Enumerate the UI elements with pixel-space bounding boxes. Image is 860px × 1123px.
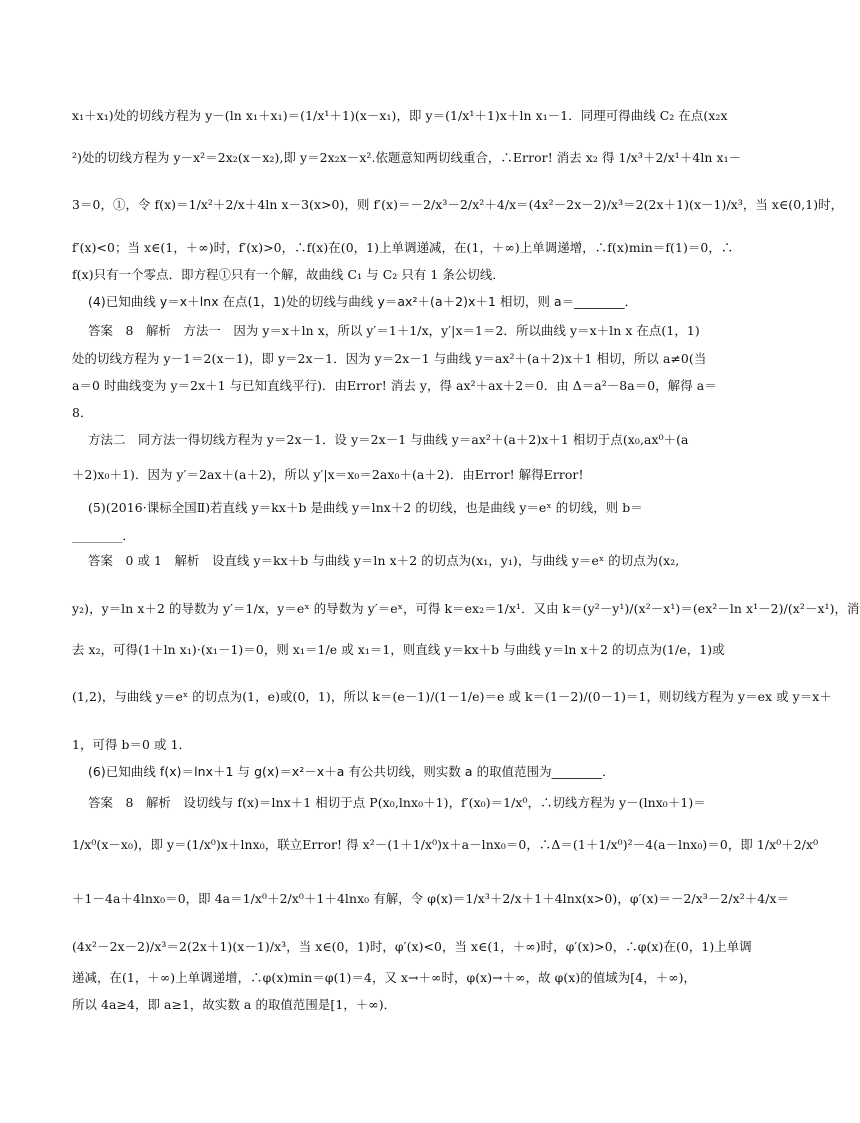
answer-text-line: 8． (72, 405, 93, 420)
answer-text-line: ＋2)x₀＋1)．因为 y′＝2ax＋(a＋2)，所以 y′|x＝x₀＝2ax₀＋(a＋2)．由Error! 解得Error! (72, 467, 584, 482)
answer-text-line: 1/x⁰(x－x₀)，即 y＝(1/x⁰)x＋lnx₀，联立Error! 得 x²－(1＋1/x⁰)x＋a－lnx₀＝0，∴Δ＝(1＋1/x⁰)²－4(a－lnx₀)＝0，即 1/x⁰＋2/x⁰ (72, 837, 819, 852)
question-text: (4)已知曲线 y＝x＋lnx 在点(1，1)处的切线与曲线 y＝ax²＋(a＋2)x＋1 相切，则 a＝________． (88, 294, 638, 309)
answer-text-line: ＋1－4a＋4lnx₀＝0，即 4a＝1/x⁰＋2/x⁰＋1＋4lnx₀ 有解，令 φ(x)＝1/x³＋2/x＋1＋4lnx(x>0)，φ′(x)＝－2/x³－2/x²＋4/x＝ (72, 891, 790, 906)
answer-text-line: (1,2)，与曲线 y＝eˣ 的切点为(1，e)或(0，1)，所以 k＝(e－1)/(1－1/e)＝e 或 k＝(1－2)/(0－1)＝1，则切线方程为 y＝ex 或 y＝x＋ (72, 689, 832, 704)
answer-text-line: 1，可得 b＝0 或 1． (72, 737, 192, 752)
answer-text-line: a＝0 时曲线变为 y＝2x＋1 与已知直线平行)．由Error! 消去 y，得 ax²＋ax＋2＝0．由 Δ＝a²－8a＝0，解得 a＝ (72, 378, 717, 393)
solution-text-line: ²)处的切线方程为 y－x²＝2x₂(x－x₂),即 y＝2x₂x－x².依题意知两切线重合，∴Error! 消去 x₂ 得 1/x³＋2/x¹＋4ln x₁－ (72, 150, 742, 165)
answer-text-line: 处的切线方程为 y－1＝2(x－1)，即 y＝2x－1．因为 y＝2x－1 与曲线 y＝ax²＋(a＋2)x＋1 相切，所以 a≠0(当 (72, 351, 707, 366)
solution-text-line: f′(x)<0；当 x∈(1，＋∞)时，f′(x)>0，∴f(x)在(0，1)上单调递减，在(1，＋∞)上单调递增，∴f(x)min＝f(1)＝0，∴ (72, 240, 734, 255)
answer-text-line: 去 x₂，可得(1＋ln x₁)·(x₁－1)＝0，则 x₁＝1/e 或 x₁＝1，则直线 y＝kx＋b 与曲线 y＝ln x＋2 的切点为(1/e，1)或 (72, 642, 725, 657)
answer-text-line: 递减，在(1，＋∞)上单调递增，∴φ(x)min＝φ(1)＝4，又 x→＋∞时，φ(x)→＋∞，故 φ(x)的值域为[4，＋∞)， (72, 970, 697, 985)
solution-text-line: x₁＋x₁)处的切线方程为 y－(ln x₁＋x₁)＝(1/x¹＋1)(x－x₁)，即 y＝(1/x¹＋1)x＋ln x₁－1．同理可得曲线 C₂ 在点(x₂x (72, 108, 728, 123)
solution-text-line: f(x)只有一个零点．即方程①只有一个解，故曲线 C₁ 与 C₂ 只有 1 条公切线． (72, 267, 505, 282)
answer-text-line: (4x²－2x－2)/x³＝2(2x＋1)(x－1)/x³，当 x∈(0，1)时，φ′(x)<0，当 x∈(1，＋∞)时，φ′(x)>0，∴φ(x)在(0，1)上单调 (72, 939, 752, 954)
question-text: (6)已知曲线 f(x)＝lnx＋1 与 g(x)＝x²－x＋a 有公共切线，则实数 a 的取值范围为________． (88, 764, 615, 779)
question-text: (5)(2016·课标全国Ⅱ)若直线 y＝kx＋b 是曲线 y＝lnx＋2 的切线，也是曲线 y＝eˣ 的切线，则 b＝ (88, 500, 643, 515)
answer-text-line: 答案 0 或 1 解析 设直线 y＝kx＋b 与曲线 y＝ln x＋2 的切点为(x₁，y₁)，与曲线 y＝eˣ 的切点为(x₂, (88, 553, 680, 568)
answer-text-line: 答案 8 解析 设切线与 f(x)＝lnx＋1 相切于点 P(x₀,lnx₀＋1)，f′(x₀)＝1/x⁰，∴切线方程为 y－(lnx₀＋1)＝ (88, 795, 706, 810)
answer-text-line: 方法二 同方法一得切线方程为 y＝2x－1．设 y＝2x－1 与曲线 y＝ax²＋(a＋2)x＋1 相切于点(x₀,ax⁰＋(a (88, 432, 689, 447)
solution-text-line: 3＝0，①，令 f(x)＝1/x²＋2/x＋4ln x－3(x>0)，则 f′(x)＝－2/x³－2/x²＋4/x＝(4x²－2x－2)/x³＝2(2x＋1)(x－1)/x³，当 x∈(0,1)时， (72, 197, 844, 212)
answer-text-line: 所以 4a≥4，即 a≥1，故实数 a 的取值范围是[1，＋∞)． (72, 997, 397, 1012)
answer-text-line: 答案 8 解析 方法一 因为 y＝x＋ln x，所以 y′＝1＋1/x，y′|x＝1＝2．所以曲线 y＝x＋ln x 在点(1，1) (88, 323, 700, 338)
question-text: ________． (72, 528, 135, 543)
answer-text-line: y₂)，y＝ln x＋2 的导数为 y′＝1/x，y＝eˣ 的导数为 y′＝eˣ，可得 k＝ex₂＝1/x¹．又由 k＝(y²－y¹)/(x²－x¹)＝(ex²－ln x¹－2)/(x²－x¹)，消 (72, 601, 860, 616)
